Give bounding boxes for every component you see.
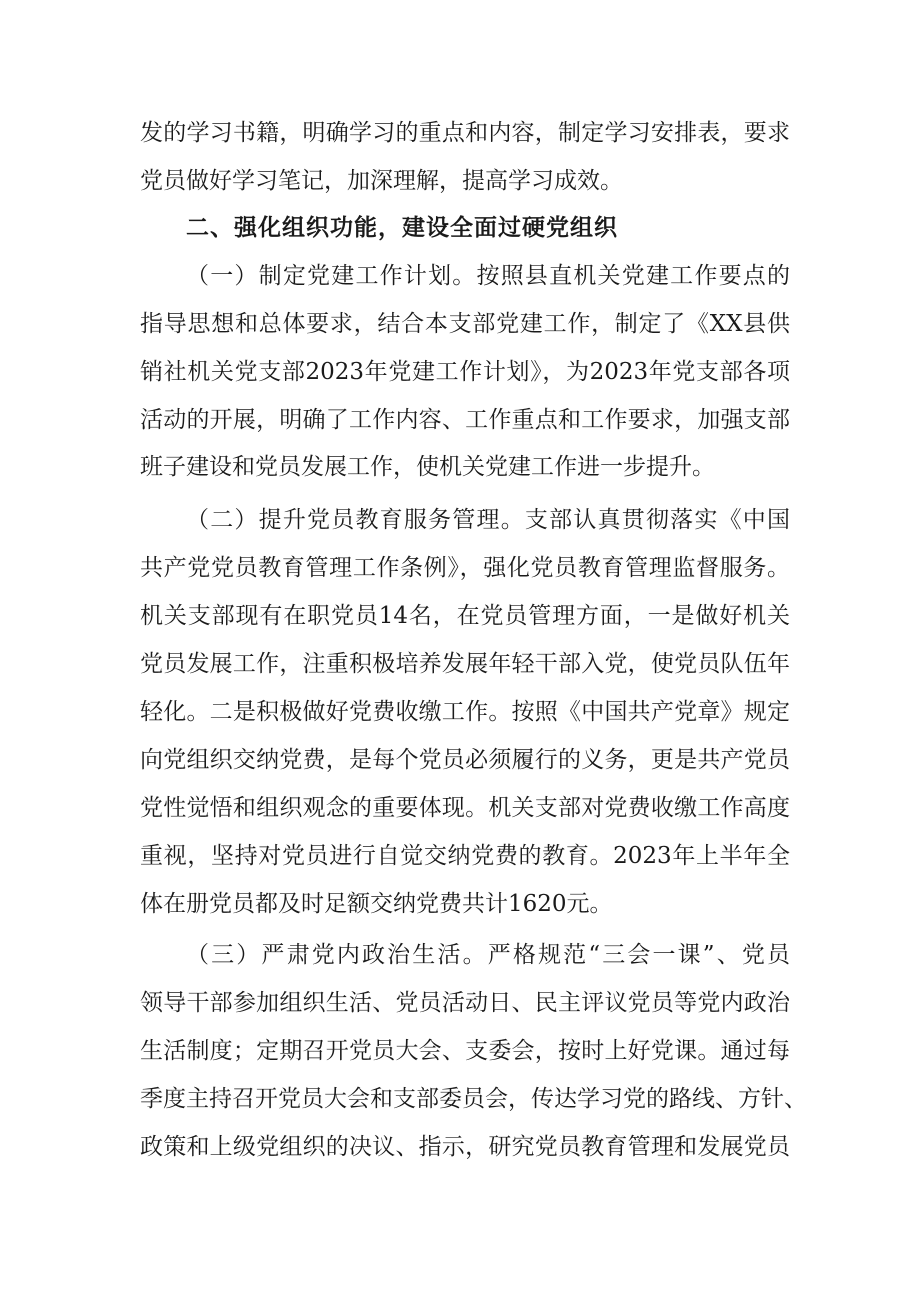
text-line: 机关支部现有在职党员14名，在党员管理方面，一是做好机关: [140, 603, 790, 629]
text-line: 共产党党员教育管理工作条例》，强化党员教育管理监督服务。: [140, 555, 790, 581]
text-line: 党员发展工作，注重积极培养发展年轻干部入党，使党员队伍年: [140, 651, 790, 677]
section-heading: 二、强化组织功能，建设全面过硬党组织: [186, 215, 618, 241]
text-line: 活动的开展，明确了工作内容、工作重点和工作要求，加强支部: [140, 407, 790, 433]
text-line: （三）严肃党内政治生活。严格规范“三会一课”、党员: [186, 942, 790, 968]
text-line: 向党组织交纳党费，是每个党员必须履行的义务，更是共产党员: [140, 747, 790, 773]
text-line: 重视，坚持对党员进行自觉交纳党费的教育。2023年上半年全: [140, 843, 790, 869]
text-line: 党员做好学习笔记，加深理解，提高学习成效。: [140, 168, 623, 194]
text-line: 季度主持召开党员大会和支部委员会，传达学习党的路线、方针、: [140, 1086, 807, 1112]
text-line: 党性觉悟和组织观念的重要体现。机关支部对党费收缴工作高度: [140, 795, 790, 821]
text-line: 销社机关党支部2023年党建工作计划》，为2023年党支部各项: [140, 359, 790, 385]
text-line: 体在册党员都及时足额交纳党费共计1620元。: [140, 891, 613, 917]
text-line: 政策和上级党组织的决议、指示，研究党员教育管理和发展党员: [140, 1134, 790, 1160]
text-line: （一）制定党建工作计划。按照县直机关党建工作要点的: [186, 263, 790, 289]
text-line: 指导思想和总体要求，结合本支部党建工作，制定了《XX县供: [140, 311, 790, 337]
text-line: 生活制度；定期召开党员大会、支委会，按时上好党课。通过每: [140, 1038, 790, 1064]
text-line: 班子建设和党员发展工作，使机关党建工作进一步提升。: [140, 454, 715, 480]
text-line: 发的学习书籍，明确学习的重点和内容，制定学习安排表，要求: [140, 120, 790, 146]
text-line: （二）提升党员教育服务管理。支部认真贯彻落实《中国: [186, 507, 790, 533]
text-line: 领导干部参加组织生活、党员活动日、民主评议党员等党内政治: [140, 990, 790, 1016]
text-line: 轻化。二是积极做好党费收缴工作。按照《中国共产党章》规定: [140, 699, 790, 725]
